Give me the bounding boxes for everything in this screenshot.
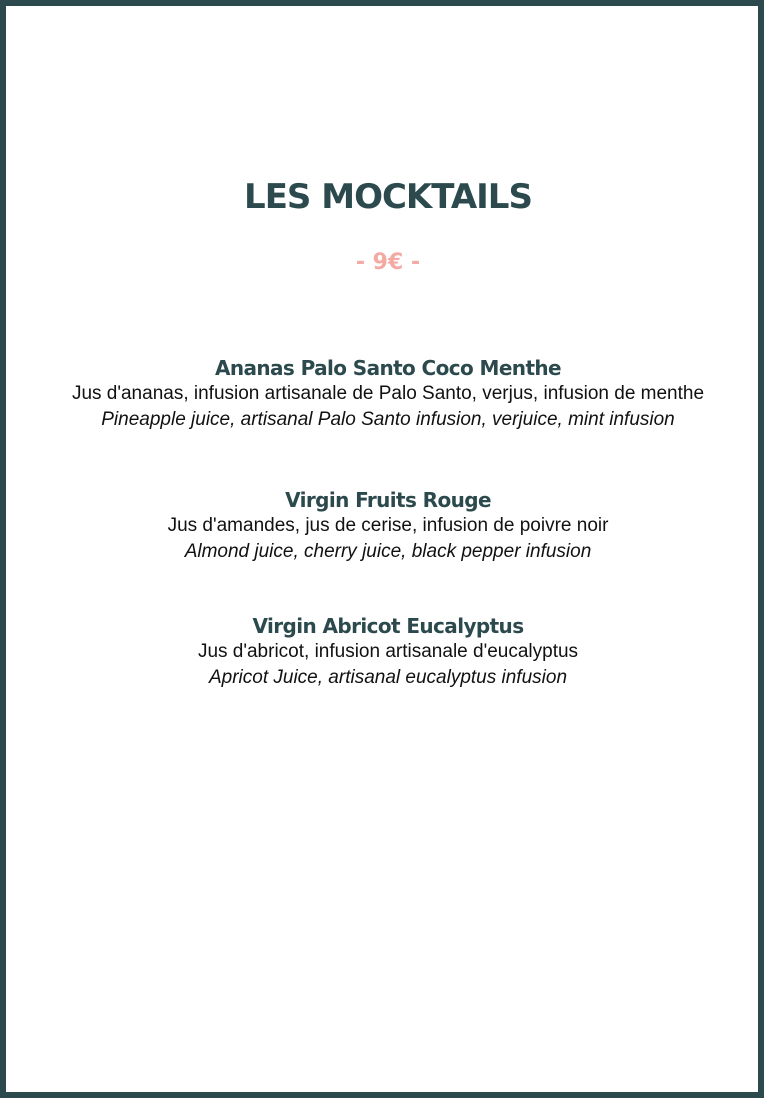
menu-item xyxy=(6,487,764,565)
menu-item xyxy=(6,355,764,433)
menu-title: LES MOCKTAILS xyxy=(244,177,532,217)
menu-item-description-en: Almond juice, cherry juice, black pepper infusion xyxy=(184,541,592,562)
menu-price: - 9€ - xyxy=(355,250,421,275)
menu-item-name: Virgin Abricot Eucalyptus xyxy=(252,614,524,638)
menu-item-description-fr: Jus d'abricot, infusion artisanale d'eucalyptus xyxy=(197,641,579,662)
menu-item-description-en: Apricot Juice, artisanal eucalyptus infusion xyxy=(208,667,568,688)
menu-item-description-fr: Jus d'ananas, infusion artisanale de Palo Santo, verjus, infusion de menthe xyxy=(71,383,705,404)
menu-item-description-fr: Jus d'amandes, jus de cerise, infusion de poivre noir xyxy=(167,515,609,536)
menu-item-name: Ananas Palo Santo Coco Menthe xyxy=(214,356,562,380)
menu-item-name: Virgin Fruits Rouge xyxy=(285,488,491,512)
menu-item xyxy=(6,613,764,691)
menu-item-description-en: Pineapple juice, artisanal Palo Santo infusion, verjuice, mint infusion xyxy=(101,409,675,430)
